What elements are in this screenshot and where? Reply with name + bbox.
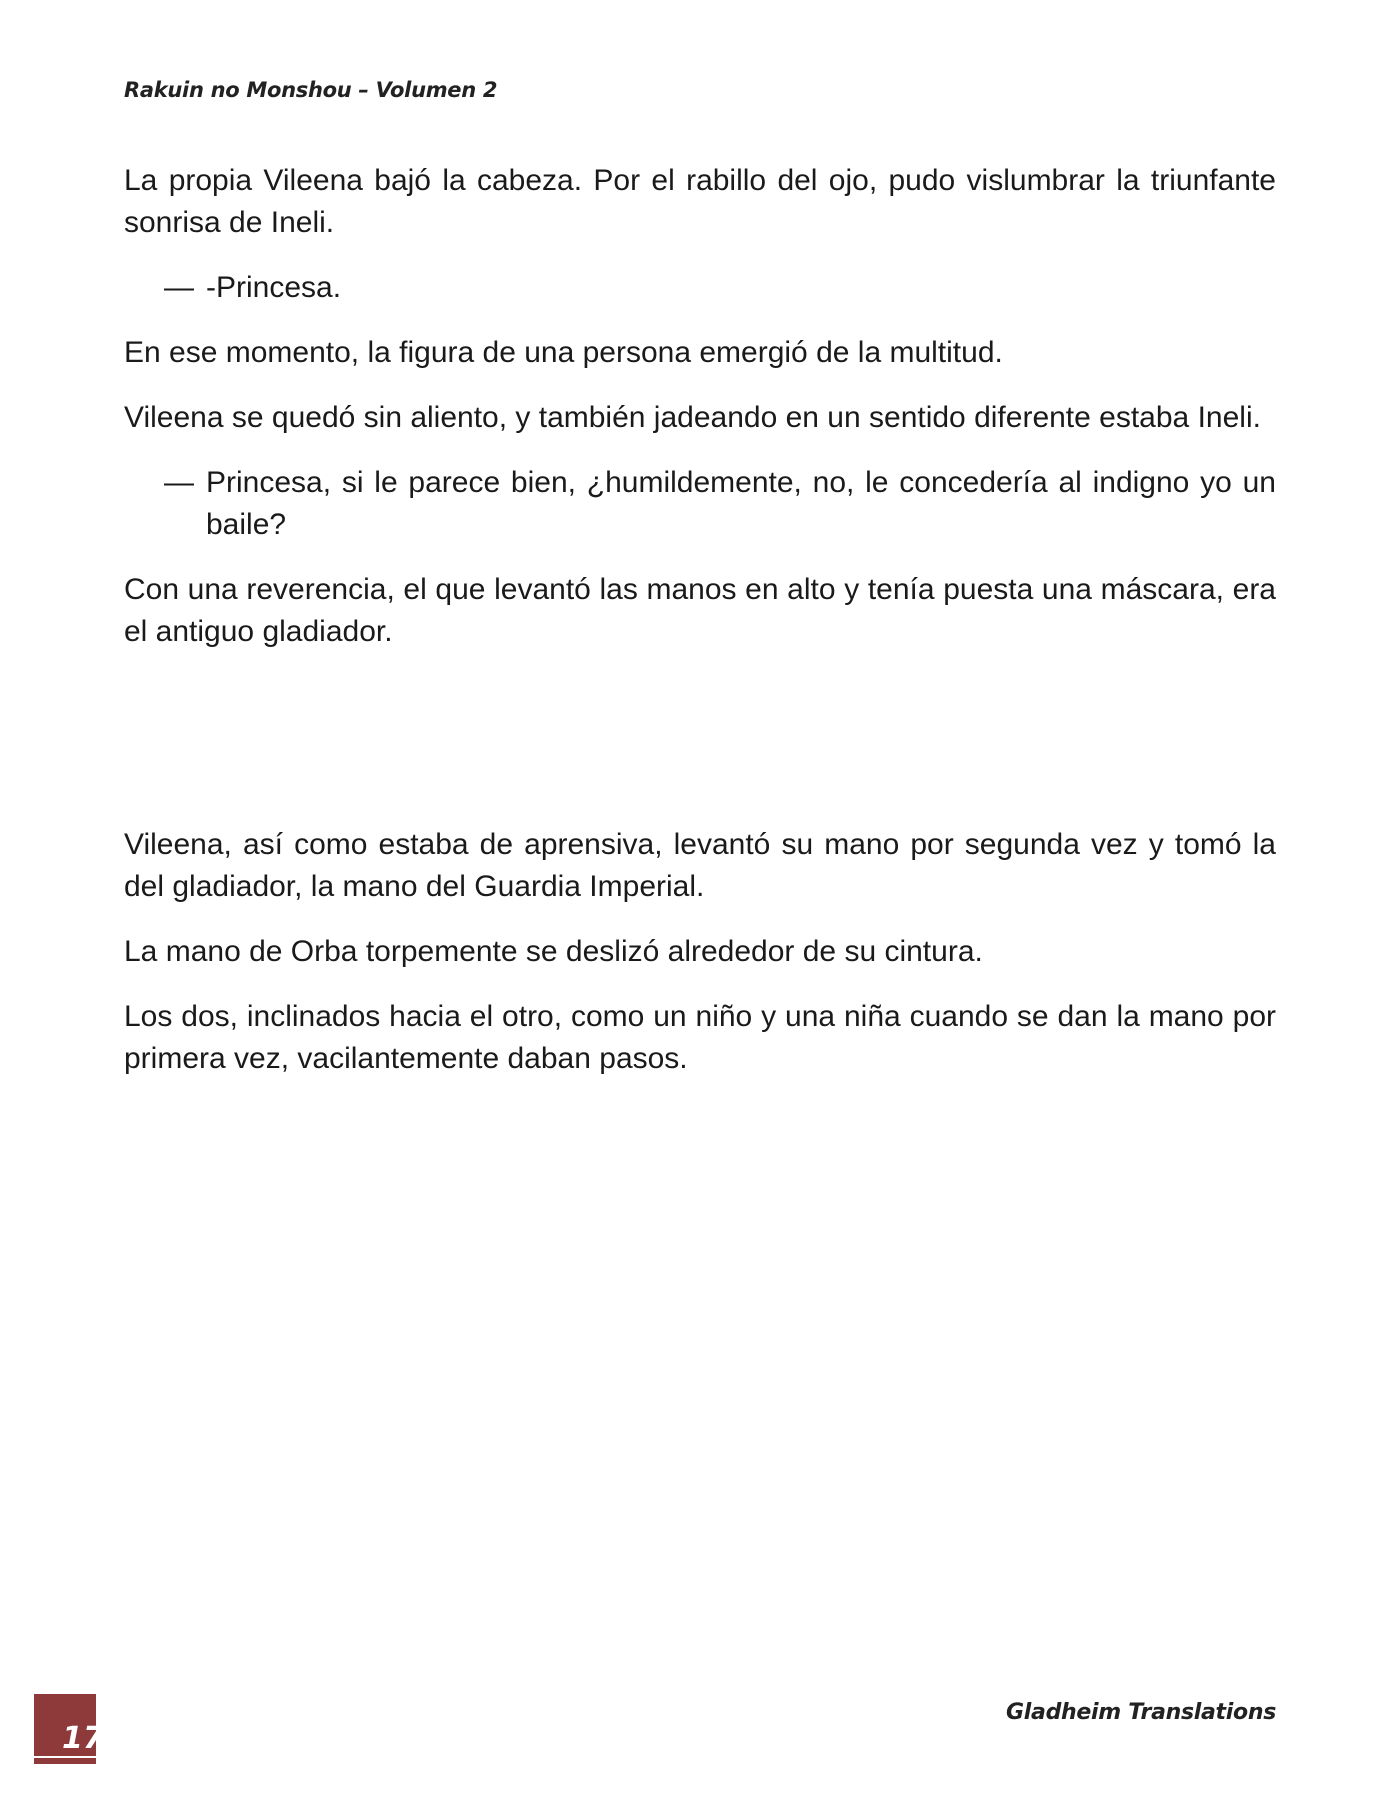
dialogue-text: Princesa, si le parece bien, ¿humildemente, no, le concedería al indigno yo un baile?: [206, 466, 1276, 541]
page-number: 17: [62, 1721, 104, 1756]
paragraph-2: En ese momento, la figura de una persona emergió de la multitud.: [124, 336, 1003, 369]
paragraph-6: La mano de Orba torpemente se deslizó alrededor de su cintura.: [124, 935, 983, 968]
dialogue-dash: —: [164, 271, 194, 304]
dialogue-text: -Princesa.: [206, 271, 342, 304]
paragraph-7: Los dos, inclinados hacia el otro, como un niño y una niña cuando se dan la mano por primera vez, vacilantemente daban pasos.: [124, 1000, 1276, 1075]
page-body: [124, 160, 1276, 1103]
paragraph-4: Con una reverencia, el que levantó las manos en alto y tenía puesta una máscara, era el antiguo gladiador.: [124, 573, 1276, 648]
section-break: [124, 676, 1276, 824]
dialogue-dash: —: [164, 466, 194, 499]
dialogue-line-2: [164, 462, 1276, 546]
page-number-underline: [34, 1756, 96, 1758]
running-header-title: Rakuin no Monshou – Volumen 2: [124, 78, 498, 102]
paragraph-5: Vileena, así como estaba de aprensiva, levantó su mano por segunda vez y tomó la del gladiador, la mano del Guardia Imperial.: [124, 828, 1276, 903]
dialogue-line-1: [164, 267, 1276, 309]
paragraph-1: La propia Vileena bajó la cabeza. Por el rabillo del ojo, pudo vislumbrar la triunfante sonrisa de Ineli.: [124, 164, 1276, 239]
footer-credit: Gladheim Translations: [1006, 1700, 1276, 1725]
page-number-badge: [34, 1694, 104, 1764]
paragraph-3: Vileena se quedó sin aliento, y también jadeando en un sentido diferente estaba Ineli.: [124, 401, 1261, 434]
